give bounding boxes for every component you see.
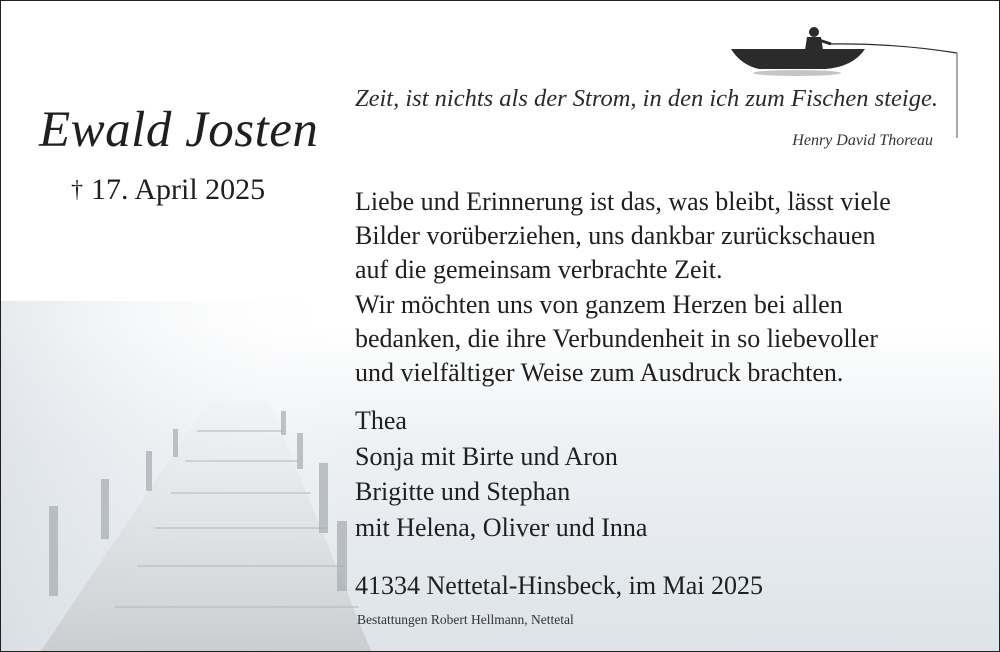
quote-author: Henry David Thoreau <box>792 132 933 149</box>
family-line: Thea <box>355 406 407 435</box>
date-of-death-text: 17. April 2025 <box>91 173 266 206</box>
family-line: Brigitte und Stephan <box>355 477 571 506</box>
family-signatures <box>355 403 647 545</box>
message-line: Liebe und Erinnerung ist das, was bleibt, lässt viele <box>355 187 891 216</box>
message-line: Bilder vorüberziehen, uns dankbar zurückschauen <box>355 221 876 251</box>
place-and-date: 41334 Nettetal-Hinsbeck, im Mai 2025 <box>355 571 763 600</box>
cross-icon: † <box>71 177 83 203</box>
message-block <box>355 185 891 390</box>
quote-text: Zeit, ist nichts als der Strom, in den ich zum Fischen steige. <box>355 85 938 112</box>
message-line: und vielfältiger Weise zum Ausdruck brachten. <box>355 358 844 388</box>
message-line: bedanken, die ihre Verbundenheit in so liebevoller <box>355 323 878 353</box>
message-line: auf die gemeinsam verbrachte Zeit. <box>355 255 723 285</box>
fisherman-boat-image <box>725 23 965 141</box>
family-line: mit Helena, Oliver und Inna <box>355 512 648 542</box>
undertaker-credit: Bestattungen Robert Hellmann, Nettetal <box>357 612 574 627</box>
family-line: Sonja mit Birte und Aron <box>355 441 618 471</box>
deceased-name: Ewald Josten <box>39 102 319 158</box>
date-of-death <box>71 173 265 207</box>
message-line: Wir möchten uns von ganzem Herzen bei allen <box>355 289 843 319</box>
